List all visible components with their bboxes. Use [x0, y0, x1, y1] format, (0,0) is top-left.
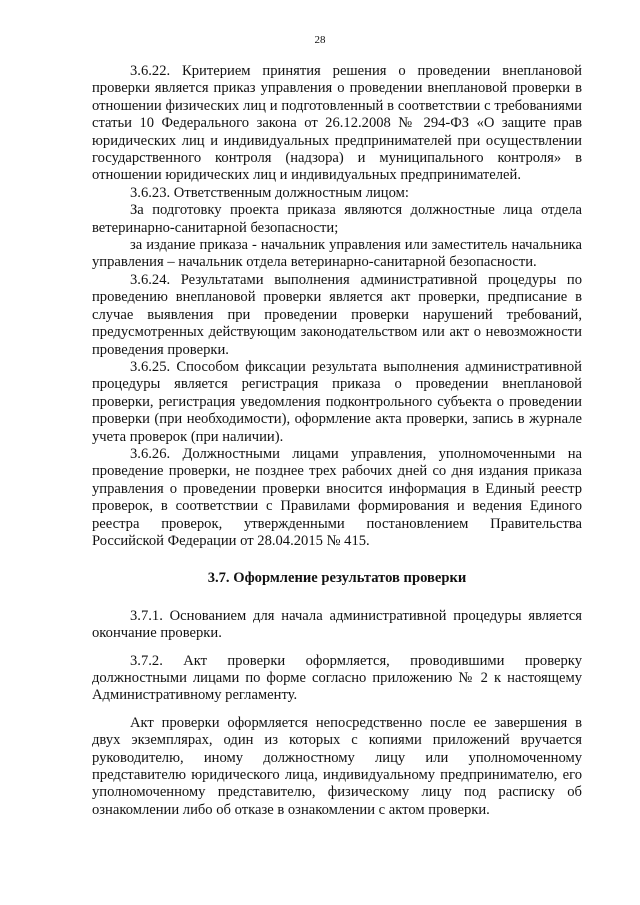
- paragraph-3-6-24: 3.6.24. Результатами выполнения административной процедуры по проведению внеплановой проверки является акт проверки, предписание в случае выявления при проведении проверки нарушений требований, предусмотренных действующим законодательством или акт о невозможности проведения проверки.: [92, 271, 582, 358]
- section-heading: 3.7. Оформление результатов проверки: [207, 570, 467, 587]
- document-body: [92, 63, 582, 819]
- paragraph-responsible-preparation: За подготовку проекта приказа являются должностные лица отдела ветеринарно-санитарной безопасности;: [92, 202, 582, 236]
- paragraph-3-6-25: 3.6.25. Способом фиксации результата выполнения административной процедуры является регистрация приказа о проведении внеплановой проверки, регистрация уведомления подконтрольного субъекта о проведении проверки (при необходимости), оформление акта проверки, запись в журнале учета проверок (при наличии).: [92, 358, 582, 445]
- paragraph-3-6-26: 3.6.26. Должностными лицами управления, уполномоченными на проведение проверки, не позднее трех рабочих дней со дня издания приказа управления о проведении проверки вносится информация в Единый реестр проверок, в соответствии с Правилами формирования и ведения Единого реестра проверок, утвержденными постановлением Правительства Российской Федерации от 28.04.2015 № 415.: [92, 445, 582, 549]
- paragraph-responsible-issue: за издание приказа - начальник управления или заместитель начальника управления – начальник отдела ветеринарно-санитарной безопасности.: [92, 237, 582, 271]
- paragraph-3-7-2: 3.7.2. Акт проверки оформляется, проводившими проверку должностными лицами по форме согласно приложению № 2 к настоящему Административному регламенту.: [92, 652, 582, 704]
- page-number: 28: [314, 34, 326, 46]
- paragraph-3-6-23: 3.6.23. Ответственным должностным лицом:: [130, 184, 409, 201]
- paragraph-3-6-22: 3.6.22. Критерием принятия решения о проведении внеплановой проверки является приказ управления о проведении внеплановой проверки в отношении физических лиц и подготовленный в соответствии с требованиями статьи 10 Федерального закона от 26.12.2008 № 294-ФЗ «О защите прав юридических лиц и индивидуальных предпринимателей при осуществлении государственного контроля (надзора) и муниципального контроля» в отношении юридических лиц и индивидуальных предпринимателей.: [92, 63, 582, 184]
- paragraph-act-execution: Акт проверки оформляется непосредственно после ее завершения в двух экземплярах, один из которых с копиями приложений вручается руководителю, иному должностному лицу или уполномоченному представителю юридического лица, индивидуальному предпринимателю, его уполномоченному представителю, физическому лицу под расписку об ознакомлении либо об отказе в ознакомлении с актом проверки.: [92, 714, 582, 818]
- paragraph-3-7-1: 3.7.1. Основанием для начала административной процедуры является окончание проверки.: [92, 607, 582, 642]
